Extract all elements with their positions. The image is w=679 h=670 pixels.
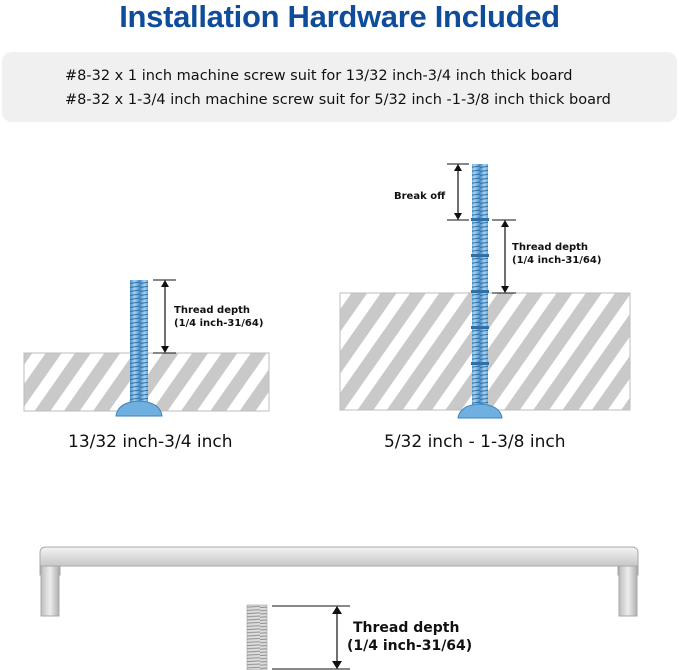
handle-thread-depth-label: Thread depth (1/4 inch-31/64) — [347, 620, 473, 654]
handle-thread-detail — [247, 605, 350, 670]
info-line-short-screw: #8-32 x 1 inch machine screw suit for 13/32 inch-3/4 inch thick board — [65, 68, 573, 84]
left-thread-depth-label: Thread depth (1/4 inch-31/64) — [174, 305, 264, 329]
right-screw-shaft — [472, 164, 488, 409]
left-board-diagram — [24, 280, 269, 416]
left-screw-shaft — [130, 280, 148, 407]
info-line-long-screw: #8-32 x 1-3/4 inch machine screw suit for 5/32 inch -1-3/8 inch thick board — [65, 92, 611, 108]
right-board-caption: 5/32 inch - 1-3/8 inch — [384, 432, 566, 452]
right-board-diagram — [340, 164, 630, 418]
break-off-label: Break off — [394, 191, 446, 202]
right-thread-depth-label: Thread depth (1/4 inch-31/64) — [512, 242, 602, 266]
page-title: Installation Hardware Included — [119, 0, 560, 34]
left-board-caption: 13/32 inch-3/4 inch — [68, 432, 233, 452]
